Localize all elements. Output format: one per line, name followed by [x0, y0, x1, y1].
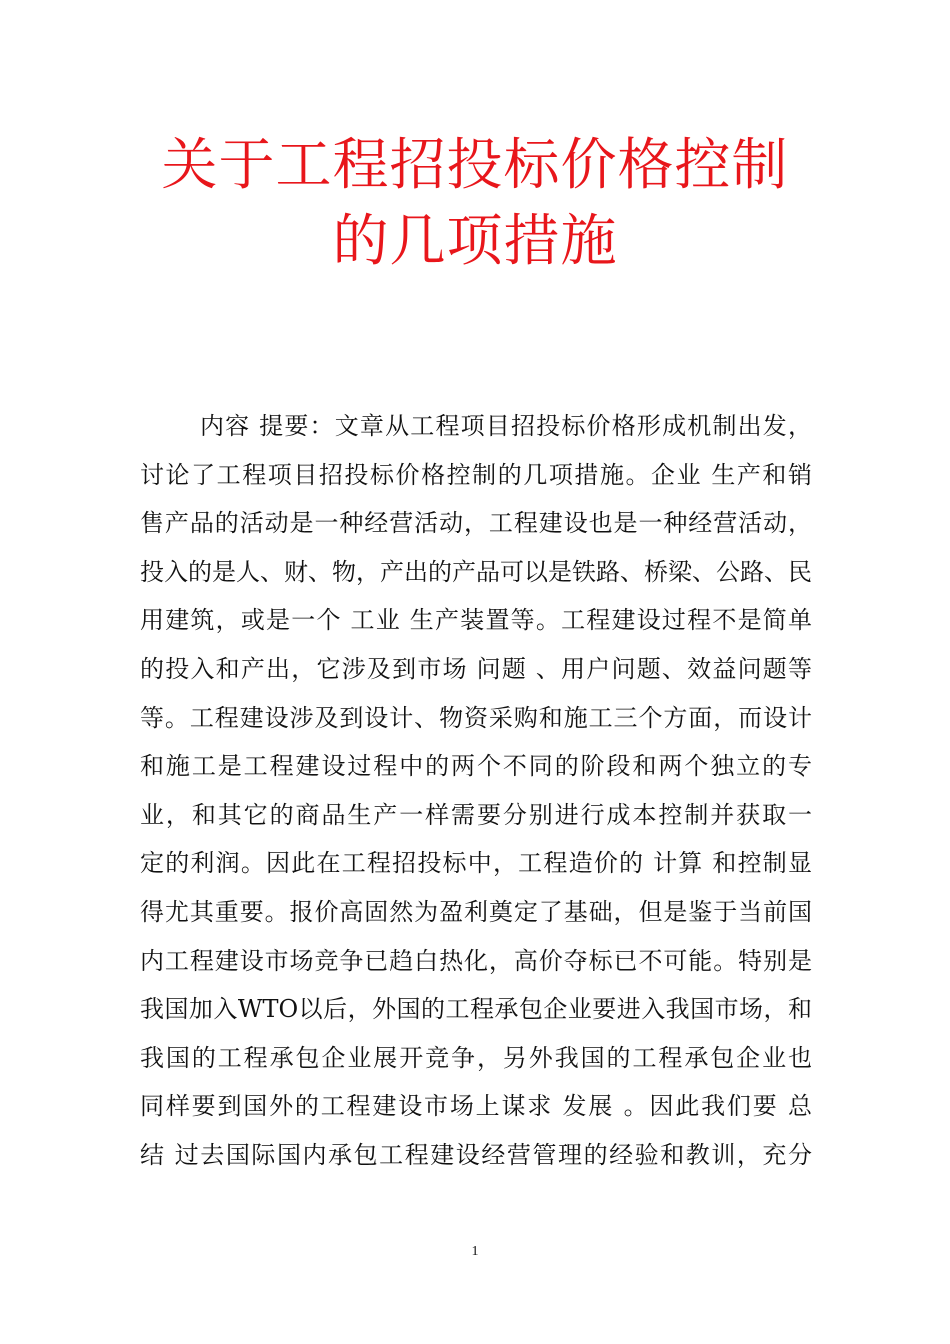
body-line-7: 等。工程建设涉及到设计、物资采购和施工三个方面，而设计 — [140, 703, 812, 732]
body-line-4: 投入的是人、财、物，产出的产品可以是铁路、桥梁、公路、民 — [140, 557, 812, 586]
body-line-11: 得尤其重要。报价高固然为盈利奠定了基础，但是鉴于当前国 — [140, 897, 812, 926]
body-line-15: 同样要到国外的工程建设市场上谋求 发展 。因此我们要 总 — [140, 1092, 812, 1121]
title-line-1: 关于工程招投标价格控制 — [161, 133, 789, 198]
body-line-14: 我国的工程承包企业展开竞争，另外我国的工程承包企业也 — [140, 1043, 812, 1072]
body-line-10: 定的利润。因此在工程招投标中，工程造价的 计算 和控制显 — [140, 849, 812, 878]
body-line-3: 售产品的活动是一种经营活动，工程建设也是一种经营活动， — [140, 509, 812, 538]
document-title — [0, 128, 950, 280]
title-line-2: 的几项措施 — [332, 209, 618, 274]
body-line-8: 和施工是工程建设过程中的两个不同的阶段和两个独立的专 — [140, 752, 812, 781]
body-line-12: 内工程建设市场竞争已趋白热化，高价夺标已不可能。特别是 — [140, 946, 812, 975]
body-line-1: 内容 提要：文章从工程项目招投标价格形成机制出发， — [200, 412, 812, 440]
body-line-2: 讨论了工程项目招投标价格控制的几项措施。企业 生产和销 — [140, 460, 812, 489]
page-number: 1 — [471, 1244, 479, 1259]
body-line-16: 结 过去国际国内承包工程建设经营管理的经验和教训，充分 — [140, 1140, 812, 1169]
abstract-paragraph — [140, 402, 812, 1180]
body-line-9: 业，和其它的商品生产一样需要分别进行成本控制并获取一 — [140, 800, 812, 829]
body-line-5: 用建筑，或是一个 工业 生产装置等。工程建设过程不是简单 — [140, 606, 812, 635]
body-line-6: 的投入和产出，它涉及到市场 问题 、用户问题、效益问题等 — [140, 654, 812, 683]
body-line-13: 我国加入WTO以后，外国的工程承包企业要进入我国市场，和 — [140, 995, 812, 1024]
